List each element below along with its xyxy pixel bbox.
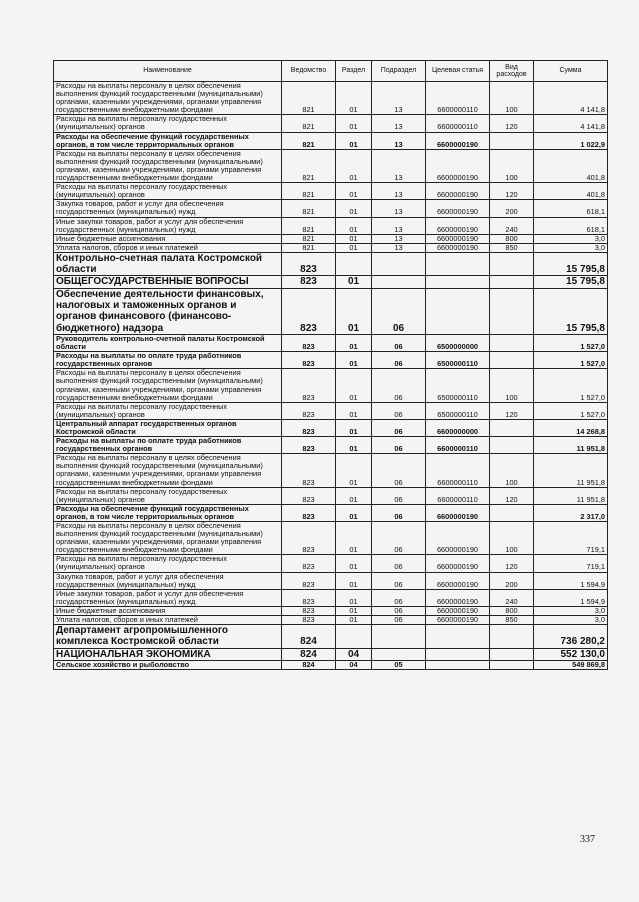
table-row: [54, 234, 608, 243]
cell-kind: [490, 504, 534, 521]
cell-target: 6600000110: [426, 437, 490, 454]
cell-name: Центральный аппарат государственных органов Костромской области: [54, 419, 282, 436]
cell-section: 01: [336, 504, 372, 521]
cell-section: 01: [336, 352, 372, 369]
cell-subsection: 06: [372, 288, 426, 334]
cell-name: Обеспечение деятельности финансовых, налоговых и таможенных органов и органов финансового (финансово-бюджетного) надзора: [54, 288, 282, 334]
cell-subsection: 06: [372, 504, 426, 521]
col-header-ministry: Ведомство: [282, 61, 336, 82]
cell-name: ОБЩЕГОСУДАРСТВЕННЫЕ ВОПРОСЫ: [54, 276, 282, 288]
cell-kind: 100: [490, 149, 534, 182]
cell-kind: 240: [490, 217, 534, 234]
cell-target: [426, 252, 490, 276]
cell-kind: 120: [490, 487, 534, 504]
cell-sum: 3,0: [534, 616, 608, 625]
cell-name: Расходы на выплаты персоналу в целях обеспечения выполнения функций государственными (муниципальными) органами, казенными учреждениями, органами управления государственными внебюджетными фондами: [54, 82, 282, 115]
cell-subsection: 06: [372, 369, 426, 402]
cell-ministry: 823: [282, 555, 336, 572]
table-row: [54, 606, 608, 615]
cell-subsection: [372, 625, 426, 649]
cell-ministry: 823: [282, 369, 336, 402]
cell-subsection: 13: [372, 217, 426, 234]
cell-ministry: 823: [282, 252, 336, 276]
cell-name: Расходы на выплаты персоналу в целях обеспечения выполнения функций государственными (муниципальными) органами, казенными учреждениями, органами управления государственными внебюджетными фондами: [54, 369, 282, 402]
table-row: [54, 419, 608, 436]
table-row: [54, 115, 608, 132]
cell-sum: 4 141,8: [534, 82, 608, 115]
cell-kind: 240: [490, 589, 534, 606]
col-header-sum: Сумма: [534, 61, 608, 82]
cell-target: 6600000000: [426, 419, 490, 436]
table-row: [54, 288, 608, 334]
table-row: [54, 402, 608, 419]
cell-kind: 100: [490, 454, 534, 487]
cell-sum: 3,0: [534, 234, 608, 243]
table-row: [54, 82, 608, 115]
cell-name: Уплата налогов, сборов и иных платежей: [54, 243, 282, 252]
cell-target: 6600000110: [426, 82, 490, 115]
cell-name: Расходы на выплаты персоналу в целях обеспечения выполнения функций государственными (муниципальными) органами, казенными учреждениями, органами управления государственными внебюджетными фондами: [54, 454, 282, 487]
cell-name: Расходы на выплаты персоналу государственных (муниципальных) органов: [54, 402, 282, 419]
cell-kind: [490, 252, 534, 276]
cell-section: 01: [336, 234, 372, 243]
cell-ministry: 823: [282, 288, 336, 334]
cell-section: 01: [336, 183, 372, 200]
cell-sum: 552 130,0: [534, 648, 608, 660]
table-row: [54, 217, 608, 234]
cell-kind: [490, 648, 534, 660]
table-row: [54, 243, 608, 252]
table-row: [54, 661, 608, 670]
cell-sum: 15 795,8: [534, 276, 608, 288]
table-row: [54, 555, 608, 572]
table-row: [54, 504, 608, 521]
cell-subsection: 13: [372, 200, 426, 217]
cell-target: 6600000190: [426, 606, 490, 615]
cell-kind: 120: [490, 402, 534, 419]
cell-section: 01: [336, 589, 372, 606]
cell-ministry: 824: [282, 625, 336, 649]
cell-name: Иные закупки товаров, работ и услуг для обеспечения государственных (муниципальных) нужд: [54, 589, 282, 606]
cell-sum: 11 951,8: [534, 487, 608, 504]
cell-kind: 800: [490, 606, 534, 615]
table-row: [54, 183, 608, 200]
col-header-section: Раздел: [336, 61, 372, 82]
cell-target: [426, 648, 490, 660]
cell-section: 01: [336, 402, 372, 419]
cell-ministry: 823: [282, 606, 336, 615]
cell-name: Расходы на выплаты персоналу государственных (муниципальных) органов: [54, 115, 282, 132]
cell-name: Расходы на выплаты персоналу в целях обеспечения выполнения функций государственными (муниципальными) органами, казенными учреждениями, органами управления государственными внебюджетными фондами: [54, 149, 282, 182]
cell-subsection: 06: [372, 437, 426, 454]
cell-name: Расходы на выплаты по оплате труда работников государственных органов: [54, 437, 282, 454]
table-row: [54, 200, 608, 217]
cell-target: 6500000110: [426, 369, 490, 402]
cell-sum: 401,8: [534, 183, 608, 200]
cell-target: 6500000110: [426, 402, 490, 419]
cell-section: 01: [336, 487, 372, 504]
cell-target: 6500000000: [426, 334, 490, 351]
cell-target: 6600000190: [426, 589, 490, 606]
cell-target: 6600000190: [426, 555, 490, 572]
cell-subsection: 06: [372, 334, 426, 351]
cell-name: Расходы на выплаты персоналу государственных (муниципальных) органов: [54, 555, 282, 572]
cell-subsection: 06: [372, 616, 426, 625]
cell-kind: [490, 661, 534, 670]
cell-ministry: 821: [282, 217, 336, 234]
cell-subsection: 13: [372, 132, 426, 149]
cell-name: Расходы на выплаты по оплате труда работников государственных органов: [54, 352, 282, 369]
cell-ministry: 824: [282, 648, 336, 660]
cell-kind: [490, 437, 534, 454]
cell-kind: [490, 276, 534, 288]
cell-sum: 15 795,8: [534, 252, 608, 276]
cell-sum: 401,8: [534, 149, 608, 182]
budget-table: [53, 60, 608, 670]
cell-section: 01: [336, 276, 372, 288]
cell-subsection: [372, 648, 426, 660]
col-header-kind: Вид расходов: [490, 61, 534, 82]
cell-subsection: [372, 276, 426, 288]
cell-section: 01: [336, 200, 372, 217]
cell-sum: 2 317,0: [534, 504, 608, 521]
cell-section: 04: [336, 661, 372, 670]
cell-sum: 4 141,8: [534, 115, 608, 132]
cell-target: 6600000190: [426, 183, 490, 200]
cell-subsection: 05: [372, 661, 426, 670]
cell-subsection: 13: [372, 115, 426, 132]
table-row: [54, 625, 608, 649]
cell-section: 01: [336, 419, 372, 436]
cell-target: 6600000190: [426, 200, 490, 217]
cell-kind: [490, 132, 534, 149]
cell-sum: 14 268,8: [534, 419, 608, 436]
cell-section: 01: [336, 369, 372, 402]
cell-kind: 850: [490, 616, 534, 625]
cell-section: 01: [336, 555, 372, 572]
cell-name: Иные бюджетные ассигнования: [54, 234, 282, 243]
page-number: 337: [580, 834, 595, 845]
cell-ministry: 821: [282, 234, 336, 243]
cell-name: Расходы на выплаты персоналу государственных (муниципальных) органов: [54, 183, 282, 200]
table-row: [54, 572, 608, 589]
cell-sum: 736 280,2: [534, 625, 608, 649]
cell-kind: 120: [490, 183, 534, 200]
cell-target: [426, 661, 490, 670]
cell-name: Уплата налогов, сборов и иных платежей: [54, 616, 282, 625]
cell-sum: 618,1: [534, 200, 608, 217]
cell-section: 01: [336, 115, 372, 132]
cell-ministry: 821: [282, 82, 336, 115]
cell-target: 6600000190: [426, 522, 490, 555]
table-row: [54, 132, 608, 149]
cell-kind: [490, 288, 534, 334]
cell-subsection: 13: [372, 243, 426, 252]
cell-target: 6600000190: [426, 217, 490, 234]
cell-kind: 100: [490, 82, 534, 115]
table-header-row: [54, 61, 608, 82]
cell-sum: 3,0: [534, 243, 608, 252]
cell-kind: 100: [490, 522, 534, 555]
cell-section: 01: [336, 132, 372, 149]
cell-target: 6500000110: [426, 352, 490, 369]
cell-kind: [490, 419, 534, 436]
cell-subsection: [372, 252, 426, 276]
cell-subsection: 06: [372, 402, 426, 419]
cell-subsection: 06: [372, 555, 426, 572]
cell-target: 6600000110: [426, 115, 490, 132]
table-row: [54, 648, 608, 660]
cell-target: 6600000110: [426, 454, 490, 487]
cell-subsection: 13: [372, 149, 426, 182]
cell-section: 01: [336, 454, 372, 487]
cell-sum: 3,0: [534, 606, 608, 615]
cell-section: 04: [336, 648, 372, 660]
table-row: [54, 454, 608, 487]
cell-ministry: 821: [282, 200, 336, 217]
cell-kind: [490, 352, 534, 369]
table-row: [54, 522, 608, 555]
cell-section: 01: [336, 82, 372, 115]
table-row: [54, 352, 608, 369]
cell-section: 01: [336, 572, 372, 589]
cell-name: Контрольно-счетная палата Костромской области: [54, 252, 282, 276]
cell-ministry: 823: [282, 276, 336, 288]
cell-sum: 1 594,9: [534, 572, 608, 589]
cell-ministry: 821: [282, 149, 336, 182]
cell-sum: 1 527,0: [534, 402, 608, 419]
table-row: [54, 149, 608, 182]
cell-kind: 120: [490, 555, 534, 572]
cell-subsection: 13: [372, 234, 426, 243]
cell-target: [426, 288, 490, 334]
col-header-name: Наименование: [54, 61, 282, 82]
cell-ministry: 823: [282, 352, 336, 369]
cell-sum: 1 527,0: [534, 369, 608, 402]
cell-ministry: 823: [282, 589, 336, 606]
table-row: [54, 276, 608, 288]
cell-section: 01: [336, 149, 372, 182]
cell-target: [426, 625, 490, 649]
cell-ministry: 823: [282, 454, 336, 487]
cell-target: 6600000190: [426, 132, 490, 149]
cell-name: Расходы на выплаты персоналу государственных (муниципальных) органов: [54, 487, 282, 504]
cell-target: 6600000190: [426, 572, 490, 589]
cell-subsection: 06: [372, 589, 426, 606]
cell-ministry: 821: [282, 115, 336, 132]
cell-ministry: 823: [282, 437, 336, 454]
cell-kind: 120: [490, 115, 534, 132]
cell-subsection: 06: [372, 606, 426, 615]
table-row: [54, 334, 608, 351]
cell-section: 01: [336, 522, 372, 555]
cell-sum: 1 527,0: [534, 334, 608, 351]
cell-kind: 800: [490, 234, 534, 243]
cell-target: 6600000110: [426, 487, 490, 504]
cell-sum: 1 527,0: [534, 352, 608, 369]
cell-subsection: 06: [372, 572, 426, 589]
cell-target: 6600000190: [426, 149, 490, 182]
cell-name: Иные бюджетные ассигнования: [54, 606, 282, 615]
cell-kind: 200: [490, 572, 534, 589]
cell-ministry: 823: [282, 487, 336, 504]
cell-ministry: 823: [282, 402, 336, 419]
cell-kind: 850: [490, 243, 534, 252]
cell-sum: 719,1: [534, 522, 608, 555]
table-body: [54, 82, 608, 670]
cell-subsection: 06: [372, 454, 426, 487]
table-row: [54, 369, 608, 402]
table-row: [54, 487, 608, 504]
cell-target: 6600000190: [426, 234, 490, 243]
cell-target: [426, 276, 490, 288]
cell-name: Расходы на выплаты персоналу в целях обеспечения выполнения функций государственными (муниципальными) органами, казенными учреждениями, органами управления государственными внебюджетными фондами: [54, 522, 282, 555]
cell-name: Закупка товаров, работ и услуг для обеспечения государственных (муниципальных) нужд: [54, 200, 282, 217]
cell-ministry: 821: [282, 243, 336, 252]
cell-name: Сельское хозяйство и рыболовство: [54, 661, 282, 670]
cell-subsection: 13: [372, 82, 426, 115]
table-row: [54, 589, 608, 606]
cell-name: Руководитель контрольно-счетной палаты Костромской области: [54, 334, 282, 351]
cell-subsection: 06: [372, 419, 426, 436]
cell-kind: 200: [490, 200, 534, 217]
table-row: [54, 252, 608, 276]
cell-sum: 11 951,8: [534, 454, 608, 487]
cell-section: 01: [336, 616, 372, 625]
cell-ministry: 823: [282, 522, 336, 555]
col-header-target: Целевая статья: [426, 61, 490, 82]
cell-ministry: 821: [282, 183, 336, 200]
cell-subsection: 06: [372, 352, 426, 369]
cell-ministry: 823: [282, 419, 336, 436]
cell-kind: [490, 625, 534, 649]
cell-sum: 549 869,8: [534, 661, 608, 670]
col-header-subsection: Подраздел: [372, 61, 426, 82]
cell-sum: 11 951,8: [534, 437, 608, 454]
cell-section: 01: [336, 217, 372, 234]
cell-target: 6600000190: [426, 243, 490, 252]
cell-subsection: 13: [372, 183, 426, 200]
cell-name: Иные закупки товаров, работ и услуг для обеспечения государственных (муниципальных) нужд: [54, 217, 282, 234]
cell-section: [336, 625, 372, 649]
cell-subsection: 06: [372, 522, 426, 555]
cell-ministry: 823: [282, 504, 336, 521]
cell-sum: 1 594,9: [534, 589, 608, 606]
cell-section: [336, 252, 372, 276]
cell-sum: 719,1: [534, 555, 608, 572]
cell-name: Закупка товаров, работ и услуг для обеспечения государственных (муниципальных) нужд: [54, 572, 282, 589]
cell-section: 01: [336, 243, 372, 252]
cell-section: 01: [336, 334, 372, 351]
cell-name: Расходы на обеспечение функций государственных органов, в том числе территориальных органов: [54, 132, 282, 149]
table-row: [54, 437, 608, 454]
cell-ministry: 823: [282, 334, 336, 351]
cell-name: НАЦИОНАЛЬНАЯ ЭКОНОМИКА: [54, 648, 282, 660]
cell-ministry: 824: [282, 661, 336, 670]
cell-kind: [490, 334, 534, 351]
cell-subsection: 06: [372, 487, 426, 504]
cell-section: 01: [336, 288, 372, 334]
cell-sum: 1 022,9: [534, 132, 608, 149]
table-row: [54, 616, 608, 625]
cell-target: 6600000190: [426, 616, 490, 625]
cell-target: 6600000190: [426, 504, 490, 521]
cell-ministry: 823: [282, 616, 336, 625]
cell-name: Департамент агропромышленного комплекса Костромской области: [54, 625, 282, 649]
cell-section: 01: [336, 437, 372, 454]
cell-ministry: 823: [282, 572, 336, 589]
cell-section: 01: [336, 606, 372, 615]
cell-sum: 618,1: [534, 217, 608, 234]
cell-sum: 15 795,8: [534, 288, 608, 334]
cell-ministry: 821: [282, 132, 336, 149]
cell-name: Расходы на обеспечение функций государственных органов, в том числе территориальных органов: [54, 504, 282, 521]
cell-kind: 100: [490, 369, 534, 402]
